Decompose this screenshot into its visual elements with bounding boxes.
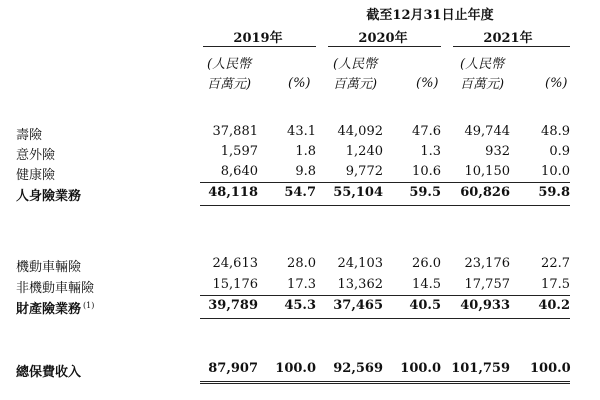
row-label: 人身險業務 <box>16 189 82 204</box>
unit-header: (人民幣 百萬元) <box>460 57 505 92</box>
cell: 100.0 <box>275 361 316 376</box>
cell: 24,103 <box>337 256 383 271</box>
cell: 9,772 <box>345 164 383 179</box>
cell: 14.5 <box>412 277 441 292</box>
table-row <box>0 277 600 295</box>
cell: 100.0 <box>400 361 441 376</box>
cell: 9.8 <box>295 164 316 179</box>
table-row <box>0 124 600 142</box>
footnote-marker: (1) <box>83 300 95 310</box>
cell: 40.2 <box>538 298 570 313</box>
row-label: 非機動車輛險 <box>16 281 95 296</box>
cell: 59.8 <box>538 185 570 200</box>
row-label: 壽險 <box>16 128 43 143</box>
cell: 10,150 <box>464 164 510 179</box>
row-label: 總保費收入 <box>16 365 82 380</box>
cell: 26.0 <box>412 256 441 271</box>
cell: 28.0 <box>287 256 316 271</box>
year-underline <box>328 46 441 47</box>
subtotal-rule <box>200 318 570 319</box>
table-row <box>0 144 600 162</box>
cell: 45.3 <box>284 298 316 313</box>
row-label: 健康險 <box>16 168 56 183</box>
cell: 44,092 <box>337 124 383 139</box>
table-row-total <box>0 361 600 379</box>
cell: 48.9 <box>541 124 570 139</box>
pct-header: (%) <box>545 76 568 91</box>
cell: 40.5 <box>409 298 441 313</box>
cell: 1.8 <box>295 144 316 159</box>
cell: 55,104 <box>333 185 383 200</box>
cell: 0.9 <box>549 144 570 159</box>
subtotal-rule <box>200 182 570 183</box>
cell: 59.5 <box>409 185 441 200</box>
cell: 10.0 <box>541 164 570 179</box>
table-row-subtotal <box>0 298 600 316</box>
cell: 60,826 <box>460 185 510 200</box>
cell: 37,465 <box>333 298 383 313</box>
cell: 47.6 <box>412 124 441 139</box>
year-underline <box>203 46 316 47</box>
table-row <box>0 256 600 274</box>
cell: 8,640 <box>220 164 258 179</box>
row-label: 意外險 <box>16 148 56 163</box>
cell: 1,597 <box>220 144 258 159</box>
cell: 17.3 <box>287 277 316 292</box>
cell: 932 <box>485 144 510 159</box>
cell: 54.7 <box>284 185 316 200</box>
cell: 24,613 <box>212 256 258 271</box>
subtotal-rule <box>200 205 570 206</box>
row-label: 財產險業務 $^{(1)}$ <box>16 300 95 317</box>
table-row <box>0 164 600 182</box>
cell: 39,789 <box>208 298 258 313</box>
cell: 101,759 <box>451 361 510 376</box>
cell: 17,757 <box>464 277 510 292</box>
cell: 13,362 <box>337 277 383 292</box>
year-header-2020: 2020年 <box>358 31 408 46</box>
cell: 49,744 <box>464 124 510 139</box>
unit-header: (人民幣 百萬元) <box>333 57 378 92</box>
pct-header: (%) <box>416 76 439 91</box>
cell: 10.6 <box>412 164 441 179</box>
row-label: 機動車輛險 <box>16 260 82 275</box>
cell: 92,569 <box>333 361 383 376</box>
cell: 22.7 <box>541 256 570 271</box>
cell: 40,933 <box>460 298 510 313</box>
year-header-2021: 2021年 <box>483 31 533 46</box>
cell: 43.1 <box>287 124 316 139</box>
subtotal-rule <box>200 295 570 296</box>
table-title: 截至12月31日止年度 <box>366 8 494 23</box>
year-underline <box>453 46 570 47</box>
cell: 15,176 <box>212 277 258 292</box>
cell: 100.0 <box>530 361 571 376</box>
total-double-rule <box>200 381 570 384</box>
cell: 1,240 <box>345 144 383 159</box>
cell: 37,881 <box>212 124 258 139</box>
unit-header: (人民幣 百萬元) <box>207 57 252 92</box>
cell: 1.3 <box>420 144 441 159</box>
cell: 23,176 <box>464 256 510 271</box>
pct-header: (%) <box>288 76 311 91</box>
year-header-2019: 2019年 <box>233 31 283 46</box>
cell: 17.5 <box>541 277 570 292</box>
table-row-subtotal <box>0 185 600 203</box>
cell: 87,907 <box>208 361 258 376</box>
cell: 48,118 <box>208 185 258 200</box>
